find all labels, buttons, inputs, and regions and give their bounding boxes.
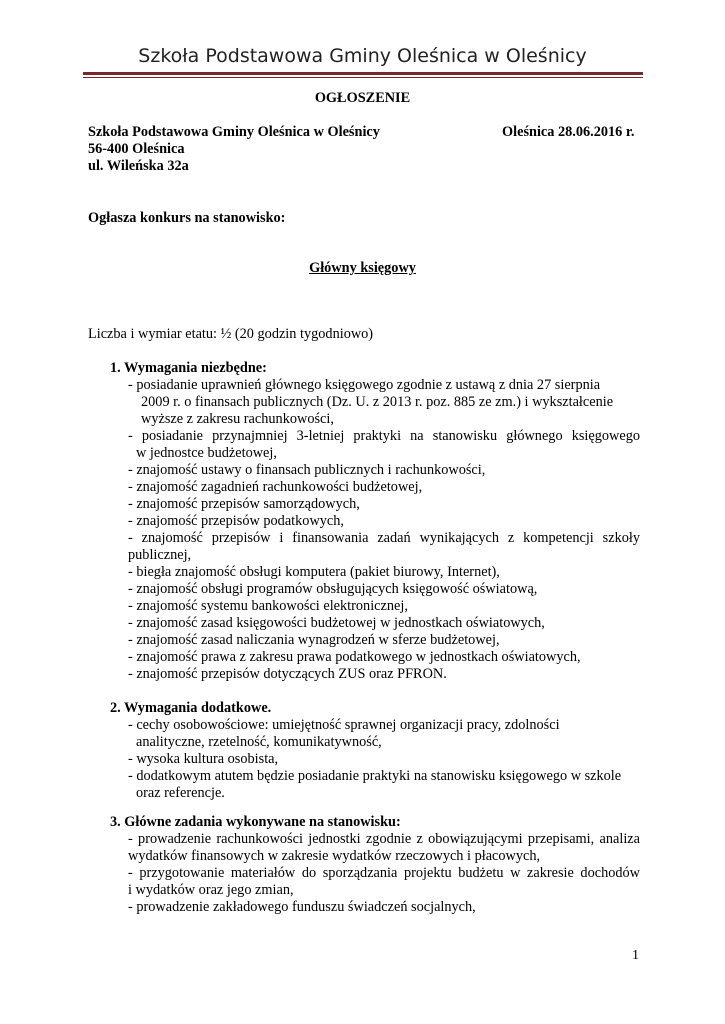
document-title: OGŁOSZENIE	[314, 90, 411, 106]
list-item: - znajomość przepisów samorządowych,	[128, 496, 360, 512]
section-2-heading: 2. Wymagania dodatkowe.	[110, 700, 272, 716]
list-item: wydatków finansowych w zakresie wydatków rzeczowych i płacowych,	[128, 848, 541, 864]
list-item: wyższe z zakresu rachunkowości,	[141, 411, 334, 427]
position-title: Główny księgowy	[309, 260, 416, 276]
list-item: - wysoka kultura osobista,	[128, 751, 279, 767]
list-item: - znajomość zasad naliczania wynagrodzeń w sferze budżetowej,	[128, 632, 500, 648]
header-rule-thin	[83, 77, 643, 78]
announcement-intro: Ogłasza konkurs na stanowisko:	[88, 210, 286, 226]
list-item: - znajomość systemu bankowości elektronicznej,	[128, 598, 408, 614]
list-item: oraz referencje.	[136, 785, 225, 801]
list-item: - znajomość zagadnień rachunkowości budżetowej,	[128, 479, 423, 495]
address-line-1: Szkoła Podstawowa Gminy Oleśnica w Oleśnicy	[88, 124, 380, 140]
list-item: - posiadanie przynajmniej 3-letniej praktyki na stanowisku głównego księgowego	[128, 428, 640, 444]
list-item: - znajomość prawa z zakresu prawa podatkowego w jednostkach oświatowych,	[128, 649, 581, 665]
address-line-2: 56-400 Oleśnica	[88, 141, 185, 157]
list-item: - przygotowanie materiałów do sporządzania projektu budżetu w zakresie dochodów	[128, 865, 640, 881]
page-header-title: Szkoła Podstawowa Gminy Oleśnica w Oleśnicy	[138, 45, 587, 67]
list-item: - znajomość przepisów dotyczących ZUS oraz PFRON.	[128, 666, 447, 682]
list-item: - znajomość przepisów i finansowania zadań wynikających z kompetencji szkoły	[128, 530, 640, 546]
list-item: - znajomość zasad księgowości budżetowej w jednostkach oświatowych,	[128, 615, 545, 631]
header-rule-thick	[83, 72, 643, 75]
list-item: - biegła znajomość obsługi komputera (pakiet biurowy, Internet),	[128, 564, 500, 580]
list-item: i wydatków oraz jego zmian,	[128, 882, 294, 898]
list-item: publicznej,	[128, 547, 192, 563]
list-item: - znajomość przepisów podatkowych,	[128, 513, 344, 529]
etat-info: Liczba i wymiar etatu: ½ (20 godzin tygodniowo)	[88, 326, 374, 342]
list-item: analityczne, rzetelność, komunikatywność,	[136, 734, 382, 750]
address-line-3: ul. Wileńska 32a	[88, 158, 189, 174]
document-date: Oleśnica 28.06.2016 r.	[502, 124, 635, 140]
list-item: - znajomość ustawy o finansach publicznych i rachunkowości,	[128, 462, 486, 478]
list-item: - prowadzenie zakładowego funduszu świadczeń socjalnych,	[128, 899, 476, 915]
list-item: - posiadanie uprawnień głównego księgowego zgodnie z ustawą z dnia 27 sierpnia	[128, 377, 601, 393]
list-item: - cechy osobowościowe: umiejętność sprawnej organizacji pracy, zdolności	[128, 717, 560, 733]
section-3-heading: 3. Główne zadania wykonywane na stanowisku:	[110, 814, 401, 830]
list-item: - dodatkowym atutem będzie posiadanie praktyki na stanowisku księgowego w szkole	[128, 768, 622, 784]
list-item: w jednostce budżetowej,	[136, 445, 277, 461]
list-item: 2009 r. o finansach publicznych (Dz. U. z 2013 r. poz. 885 ze zm.) i wykształcenie	[141, 394, 614, 410]
page-number: 1	[632, 948, 639, 963]
list-item: - znajomość obsługi programów obsługujących księgowość oświatową,	[128, 581, 538, 597]
list-item: - prowadzenie rachunkowości jednostki zgodnie z obowiązującymi przepisami, analiza	[128, 831, 640, 847]
section-1-heading: 1. Wymagania niezbędne:	[110, 360, 267, 376]
